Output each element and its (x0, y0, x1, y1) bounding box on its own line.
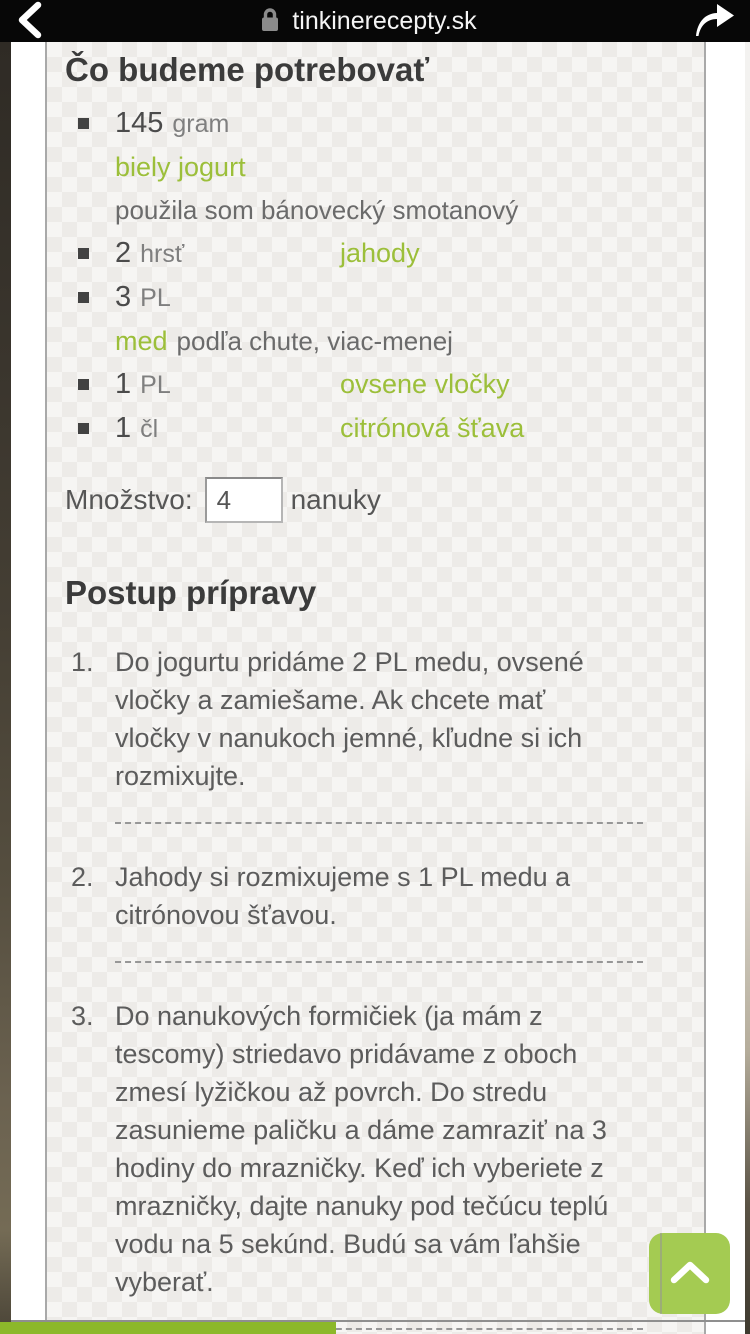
ingredient-link[interactable]: med (115, 326, 168, 356)
ingredient-item (65, 232, 688, 276)
ingredient-unit: PL (140, 284, 171, 312)
ingredient-unit: PL (140, 371, 171, 399)
bottom-green-bar (0, 1322, 336, 1334)
url-display[interactable] (259, 5, 476, 38)
step-text: Do jogurtu pridáme 2 PL medu, ovsené vločky a zamiešame. Ak chcete mať vločky v nanukoch jemné, kľudne si ich rozmixujte. (115, 647, 584, 791)
background-photo-strip-left (0, 42, 11, 1334)
ingredient-amount: 145 (115, 107, 164, 139)
back-button[interactable] (0, 0, 58, 42)
bullet-square-icon (78, 248, 89, 259)
recipe-content-card (45, 42, 706, 1334)
step-divider (115, 822, 643, 824)
quantity-unit-label: nanuky (290, 484, 381, 515)
ingredient-item (65, 102, 688, 232)
step-item (65, 858, 688, 963)
bullet-square-icon (78, 292, 89, 303)
ingredient-item (65, 363, 688, 407)
step-text: Jahody si rozmixujeme s 1 PL medu a citrónovou šťavou. (115, 862, 571, 930)
ingredient-link[interactable]: ovsene vločky (340, 369, 510, 399)
ingredient-item (65, 407, 688, 451)
ingredient-amount: 3 (115, 281, 132, 313)
ingredient-amount: 2 (115, 237, 132, 269)
quantity-row (65, 477, 688, 523)
bullet-square-icon (78, 118, 89, 129)
step-number: 2. (71, 862, 94, 892)
card-right-border-overlay (660, 1233, 662, 1314)
steps-heading: Postup prípravy (65, 574, 317, 611)
ingredient-link[interactable]: citrónová šťava (340, 413, 525, 443)
ingredient-note: použila som bánovecký smotanový (115, 195, 519, 225)
step-number: 1. (71, 647, 94, 677)
ingredient-note: podľa chute, viac-menej (176, 326, 453, 356)
bullet-square-icon (78, 423, 89, 434)
bullet-square-icon (78, 379, 89, 390)
background-photo-strip-right (745, 42, 750, 1334)
ingredient-item (65, 276, 688, 363)
ingredient-amount: 1 (115, 368, 132, 400)
ingredient-amount: 1 (115, 412, 132, 444)
url-text: tinkinerecepty.sk (292, 6, 477, 35)
browser-top-bar (0, 0, 750, 42)
share-arrow-icon (692, 2, 736, 41)
quantity-label: Množstvo: (65, 484, 193, 515)
chevron-left-icon (14, 1, 44, 42)
ingredient-link[interactable]: jahody (340, 238, 420, 268)
page-body (0, 42, 750, 1334)
quantity-input[interactable] (205, 477, 283, 523)
ingredient-unit: gram (172, 110, 230, 138)
ingredient-unit: čl (140, 415, 159, 443)
step-number: 3. (71, 1001, 94, 1031)
step-divider (115, 961, 643, 963)
ingredient-unit: hrsť (140, 240, 185, 268)
step-text: Do nanukových formičiek (ja mám z tescomy) striedavo pridávame z oboch zmesí lyžičkou až povrch. Do stredu zasunieme paličku a dáme zamraziť na 3 hodiny do mrazničky. Keď ich vyberiete z mrazničky, dajte nanuky pod tečúcu teplú vodu na 5 sekúnd. Budú sa vám ľahšie vyberať. (115, 1001, 609, 1297)
steps-list (65, 643, 688, 1330)
ingredients-list (65, 102, 688, 451)
lock-icon (259, 5, 281, 38)
ingredients-heading: Čo budeme potrebovať (65, 51, 430, 88)
step-item (65, 643, 688, 824)
ingredient-link[interactable]: biely jogurt (115, 152, 246, 182)
chevron-up-icon (669, 1259, 711, 1288)
step-item (65, 997, 688, 1330)
share-button[interactable] (678, 0, 750, 42)
